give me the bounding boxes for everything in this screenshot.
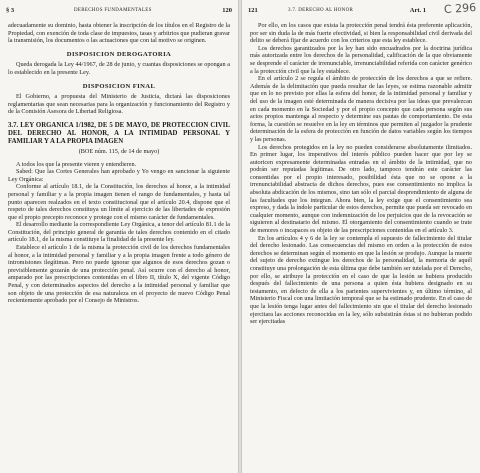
paragraph: A todos los que la presente vieren y entendieren. [16,160,137,168]
right-page-body [250,22,472,467]
paragraph: Los derechos protegidos en la ley no pueden considerarse absolutamente ilimitados. En primer lugar, los imperativos del interés público pueden hacer que por ley se autoricen expresamente determinadas entradas en el ámbito de la intimidad, que no podrán ser reputadas legítimas. De otro lado, tampoco tendrán este carácter las consentidas por el propio interesado, posibilidad ésta que no se opone a la irrenunciabilidad abstracta de dichos derechos, pues ese consentimiento no implica la absoluta abdicación de los mismos, sino tan sólo el parcial desprendimiento de alguna de las facultades que los integran. Ahora bien, la ley exige que el consentimiento sea expreso, y dada la índole particular de estos derechos, permite que pueda ser revocado en cualquier momento, aunque con indemnización de los perjuicios que de la revocación se siguieren al destinatario del mismo. El otorgamiento del consentimiento cuando se trate de menores o incapaces es objeto de las prescripciones contenidas en el artículo 3. [250,143,472,235]
paragraph: Establece el artículo 1 de la misma la protección civil de los derechos fundamentales al honor, a la intimidad personal y familiar y a la propia imagen frente a todo género de intromisiones ilegítimas. Pero no puede ignorar que algunos de esos derechos gozan o previsiblemente gozarán de una protección penal. Así ocurre con el derecho al honor, amparado por las prescripciones contenidas en el libro II, título X, del vigente Código Penal, y con determinados aspectos del derecho a la intimidad personal y familiar que son objeto de una protección de esa naturaleza en el proyecto de nuevo Código Penal recientemente aprobado por el Consejo de Ministros. [8,244,230,305]
section-heading: DISPOSICION DEROGATORIA [66,50,172,58]
section-heading: DISPOSICION FINAL [82,82,156,90]
paragraph: adecuadamente su dominio, hasta obtener la inscripción de los títulos en el Registro de la Propiedad, con exención de toda clase de impuestos, tasas y arbitrios que pudieran gravar la transmisión, los documentos o las actuaciones que con tal motivo se originen. [8,22,230,45]
paragraph: En el artículo 2 se regula el ámbito de protección de los derechos a que se refiere. Además de la delimitación que pueda resultar de las leyes, se estima razonable admitir que en lo no previsto por ellas la esfera del honor, de la intimidad personal y familiar y del uso de la imagen esté determinada de manera decisiva por las ideas que prevalezcan en cada momento en la Sociedad y por el propio concepto que cada persona según sus actos propios mantenga al respecto y determine sus pautas de comportamiento. De esta forma, la cuestión se resuelve en la ley en términos que permiten al juzgador la prudente determinación de la esfera de protección en función de datos variables según los tiempos y las personas. [250,75,472,143]
running-head: DERECHOS FUNDAMENTALES [74,8,152,13]
page-number: 120 [222,7,232,14]
paragraph: Por ello, en los casos que exista la protección penal tendrá ésta preferente aplicación, por ser sin duda la de más fuerte efectividad, si bien la responsabilidad civil derivada del delito se deberá fijar de acuerdo con los criterios que esta ley establece. [250,22,472,45]
left-page-body [8,22,230,467]
handwritten-note: C 296 [443,0,477,17]
boe-reference: (BOE núm. 115, de 14 de mayo) [78,147,160,155]
paragraph: El desarrollo mediante la correspondiente Ley Orgánica, a tenor del artículo 81.1 de la Constitución, del principio general de garantía de tales derechos contenido en el citado artículo 18.1, de la misma constituye la finalidad de la presente ley. [8,221,230,244]
paragraph: En los artículos 4 y 6 de la ley se contempla el supuesto de fallecimiento del titular del derecho lesionado. Las consecuencias del mismo en orden a la protección de estos derechos se determinan según el momento en que la lesión se produjo. Aunque la muerte del sujeto de derecho extingue los derechos de la personalidad, la memoria de aquél constituye una prolongación de esta última que debe también ser tutelada por el Derecho, por ello, se atribuye la protección en el caso de que la lesión se hubiera producido después del fallecimiento de una persona a quien ésta hubiera designado en su testamento, en defecto de ella a los parientes supervivientes y, en último término, al Ministerio Fiscal con una limitación temporal que se ha estimado prudente. En el caso de que la lesión tenga lugar antes del fallecimiento sin que el titular del derecho lesionado ejercitara las acciones reconocidas en la ley, sólo subsistirán éstas si no hubieran podido ser ejercitadas [250,234,472,326]
paragraph: Los derechos garantizados por la ley han sido encuadrados por la doctrina jurídica más autorizada entre los derechos de la personalidad, calificación de la que obviamente se desprende el carácter de irrenunciable, irrenunciabilidad referida con carácter genérico a la protección civil que la ley establece. [250,44,472,75]
section-mark: § 3 [6,7,15,14]
left-page [0,0,238,473]
law-title: 3.7. LEY ORGANICA 1/1982, DE 5 DE MAYO, DE PROTECCION CIVIL DEL DERECHO AL HONOR, A LA INTIMIDAD PERSONAL Y FAMILIAR Y A LA PROPIA IMAGEN [8,121,230,145]
running-head: 3.7. DERECHO AL HONOR [288,8,354,13]
right-page-header [248,6,474,16]
right-page [242,0,480,473]
left-page-header [6,6,232,16]
article-mark: Art. 1 [409,7,426,14]
page-number: 121 [248,7,258,14]
paragraph: Queda derogada la Ley 44/1967, de 28 de junio, y cuantas disposiciones se opongan a lo establecido en la presente Ley. [8,61,230,76]
paragraph: Sabed: Que las Cortes Generales han aprobado y Yo vengo en sancionar la siguiente Ley Orgánica: [8,168,230,183]
paragraph: Conforme al artículo 18.1, de la Constitución, los derechos al honor, a la intimidad personal y familiar y a la propia imagen tienen el rango de fundamentales, y hasta tal punto aparecen realzados en el texto constitucional que el artículo 20.4, dispone que el respeto de tales derechos constituya un límite al ejercicio de las libertades de expresión que el propio precepto reconoce y protege con el mismo carácter de fundamentales. [8,183,230,221]
paragraph: El Gobierno, a propuesta del Ministerio de Justicia, dictará las disposiciones reglamentarias que sean necesarias para la organización y funcionamiento del Registro y de la Comisión Asesora de Libertad Religiosa. [8,93,230,116]
